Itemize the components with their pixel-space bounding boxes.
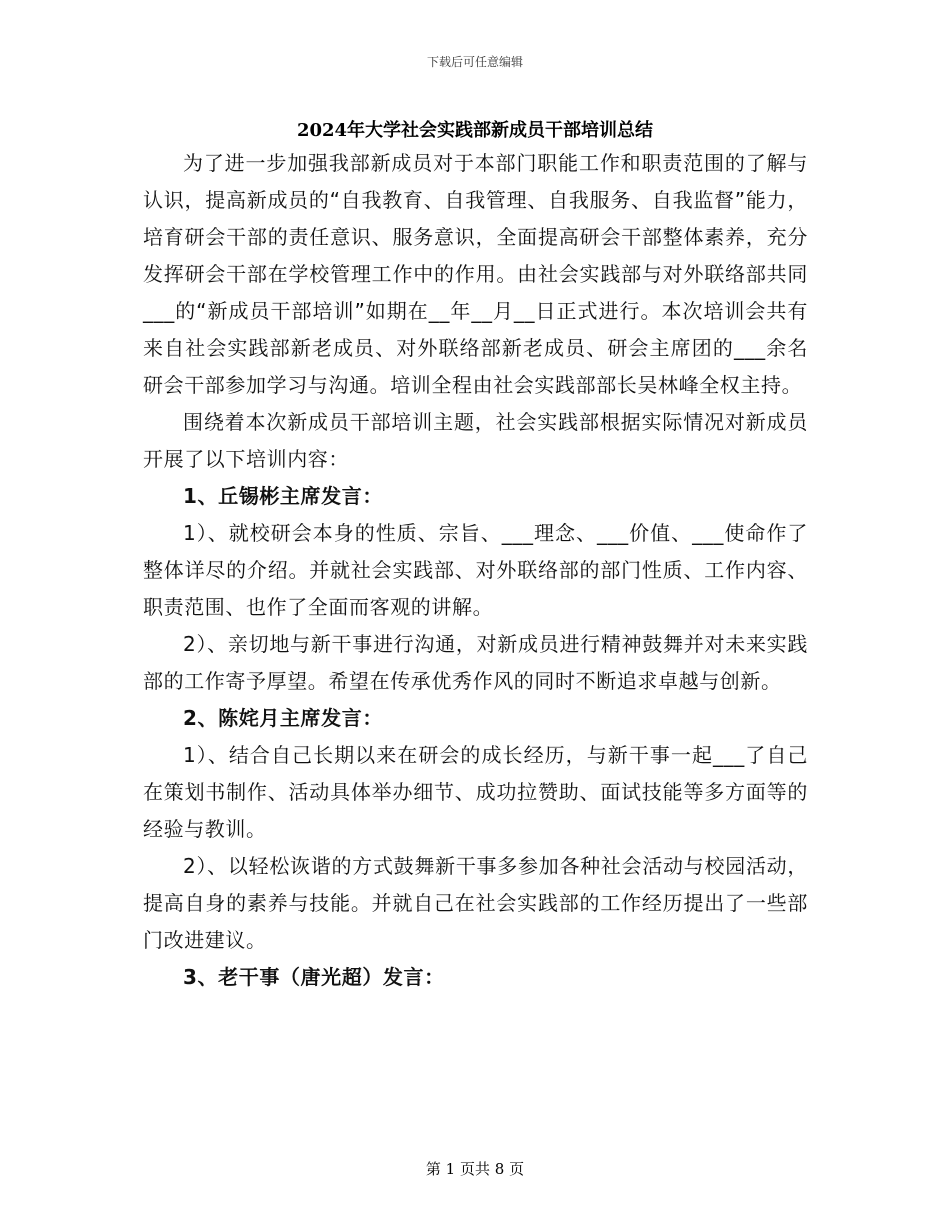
- intro-paragraph: 为了进一步加强我部新成员对于本部门职能工作和职责范围的了解与认识，提高新成员的“自我教育、自我管理、自我服务、自我监督”能力，培育研会干部的责任意识、服务意识，全面提高研会干部整体素养，充分发挥研会干部在学校管理工作中的作用。由社会实践部与对外联络部共同___的“新成员干部培训”如期在__年__月__日正式进行。本次培训会共有来自社会实践部新老成员、对外联络部新老成员、研会主席团的___余名研会干部参加学习与沟通。培训全程由社会实践部部长吴林峰全权主持。: [143, 151, 809, 397]
- header-note: 下载后可任意编辑: [426, 55, 523, 69]
- document-title: 2024年大学社会实践部新成员干部培训总结: [296, 120, 654, 141]
- document-body: [143, 145, 808, 996]
- section-1-item-1: 1）、就校研会本身的性质、宗旨、___理念、___价值、___使命作了整体详尽的介绍。并就社会实践部、对外联络部的部门性质、工作内容、职责范围、也作了全面而客观的讲解。: [143, 521, 808, 619]
- section-heading-1: 1、丘锡彬主席发言：: [183, 484, 383, 508]
- page-footer: 第 1 页共 8 页: [425, 1160, 525, 1178]
- section-heading-2: 2、陈姹月主席发言：: [183, 706, 383, 730]
- section-2-item-2: 2）、以轻松诙谐的方式鼓舞新干事多参加各种社会活动与校园活动，提高自身的素养与技能。并就自己在社会实践部的工作经历提出了一些部门改进建议。: [143, 854, 808, 952]
- section-1-item-2: 2）、亲切地与新干事进行沟通，对新成员进行精神鼓舞并对未来实践部的工作寄予厚望。希望在传承优秀作风的同时不断追求卓越与创新。: [143, 632, 808, 693]
- section-heading-3: 3、老干事（唐光超）发言：: [183, 965, 445, 989]
- overview-paragraph: 围绕着本次新成员干部培训主题，社会实践部根据实际情况对新成员开展了以下培训内容：: [143, 410, 808, 471]
- section-2-item-1: 1）、结合自己长期以来在研会的成长经历，与新干事一起___了自己在策划书制作、活动具体举办细节、成功拉赞助、面试技能等多方面等的经验与教训。: [143, 743, 808, 841]
